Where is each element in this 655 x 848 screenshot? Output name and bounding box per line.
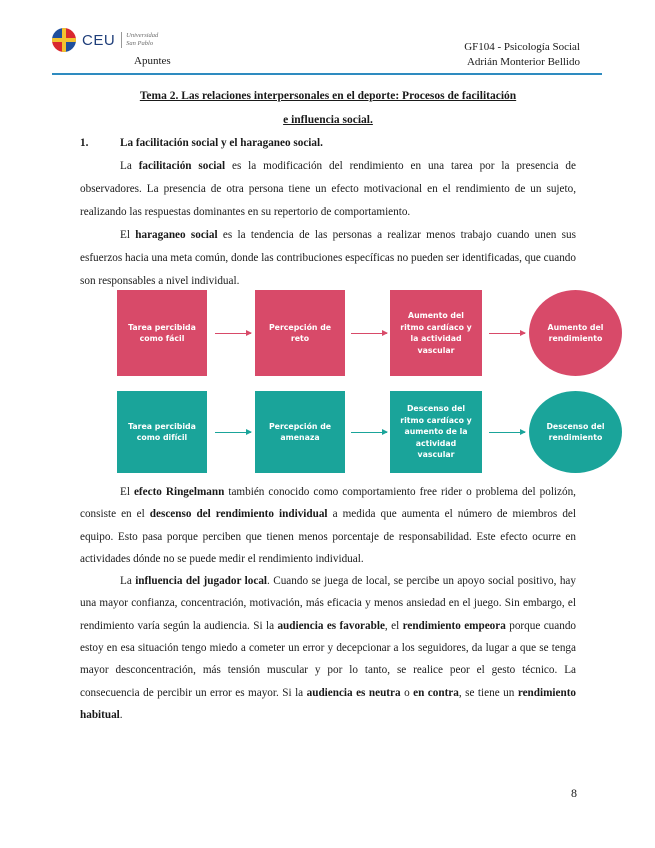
p4-bold5: en contra [413, 686, 459, 699]
p4-bold1: influencia del jugador local [135, 575, 268, 588]
title-line1: Tema 2. Las relaciones interpersonales en el deporte: Procesos de facilitación [139, 90, 517, 102]
p3-bold2: descenso del rendimiento individual [149, 508, 328, 521]
page-number: 8 [571, 786, 577, 800]
p4-bold6: rendimiento habitual [80, 686, 577, 721]
logo-name: CEU [82, 31, 116, 49]
arrow-right-icon [351, 432, 387, 433]
p4-end: . [119, 708, 123, 721]
p3-mid1: también conocido como comportamiento free rider o problema del polizón, consiste en el [80, 486, 576, 521]
document-body-top [80, 84, 576, 293]
p4-mid5: , se tiene un [458, 686, 518, 699]
title-line2: e influencia social. [283, 114, 373, 126]
p4-mid1: . Cuando se juega de local, se percibe un apoyo social positivo, hay una mayor confianza, concentración, motivación, más eficacia y menos ansiedad en el juego. Sin embargo, el rendimiento varía según la audiencia. Si la [80, 575, 576, 632]
box-tarea-facil: Tarea percibida como fácil [117, 290, 207, 376]
p3-rest: a medida que aumenta el número de miembros del equipo. Esto pasa porque perciben que tienen menos porcentaje de responsabilidad. Este efecto ocurre en actividades dónde no se puede medir el rendimiento individual. [80, 508, 576, 565]
paragraph-facilitacion [80, 155, 576, 224]
box-percepcion-reto: Percepción de reto [255, 290, 345, 376]
p4-bold4: audiencia es neutra [306, 686, 401, 699]
arrow-right-icon [489, 333, 525, 334]
paragraph-jugador-local [80, 570, 576, 726]
author-name: Adrián Monterior Bellido [466, 56, 580, 68]
p1-rest: es la modificación del rendimiento en una tarea por la presencia de observadores. La presencia de otra persona tiene un efecto motivacional en el rendimiento de un sujeto, realizando las respuestas dominantes en su repertorio de comportamiento. [80, 160, 576, 218]
university-logo [52, 28, 158, 52]
p2-start: El [120, 229, 136, 241]
page-title [80, 84, 576, 132]
box-tarea-dificil: Tarea percibida como difícil [117, 391, 207, 473]
p1-bold: facilitación social [138, 160, 226, 172]
p4-mid3: porque cuando estoy en esa situación tengo miedo a cometer un error y decepcionar a los seguidores, da lugar a que se tenga mayor desconcentración, más tensión muscular y por lo tanto, se realice peor el gesto técnico. La consecuencia de percibir un error es mayor. Si la [80, 619, 577, 699]
circle-aumento-rendimiento: Aumento del rendimiento [529, 290, 622, 376]
logo-sub-line2: San Pablo [126, 40, 154, 47]
flow-diagram [117, 290, 605, 470]
page-header [0, 0, 655, 80]
p4-start: La [120, 575, 136, 588]
section-heading [80, 132, 576, 155]
paragraph-ringelmann [80, 481, 576, 570]
arrow-right-icon [489, 432, 525, 433]
document-body-bottom [80, 481, 576, 726]
arrow-right-icon [215, 432, 251, 433]
box-percepcion-amenaza: Percepción de amenaza [255, 391, 345, 473]
p1-start: La [120, 160, 139, 172]
arrow-right-icon [215, 333, 251, 334]
paragraph-haraganeo [80, 224, 576, 293]
ceu-emblem-icon [52, 28, 76, 52]
p4-mid4: o [400, 686, 414, 699]
p4-mid2: , el [384, 619, 403, 632]
arrow-right-icon [351, 333, 387, 334]
p3-bold1: efecto Ringelmann [133, 486, 225, 498]
section-label: Apuntes [134, 55, 171, 67]
p3-start: El [120, 486, 134, 498]
p4-bold2: audiencia es favorable [277, 619, 385, 632]
course-code: GF104 - Psicología Social [464, 41, 580, 53]
p2-bold: haraganeo social [135, 229, 218, 241]
section-heading-text: La facilitación social y el haraganeo social. [120, 137, 323, 149]
course-info [464, 40, 580, 70]
section-number: 1. [80, 137, 89, 149]
header-divider [52, 73, 602, 75]
box-aumento-ritmo: Aumento del ritmo cardíaco y la actividad vascular [390, 290, 482, 376]
p4-bold3: rendimiento empeora [402, 619, 506, 632]
logo-sub-line1: Universidad [126, 32, 159, 39]
box-descenso-ritmo: Descenso del ritmo cardíaco y aumento de la actividad vascular [390, 391, 482, 473]
logo-subtitle [121, 32, 158, 48]
circle-descenso-rendimiento: Descenso del rendimiento [529, 391, 622, 473]
p2-rest: es la tendencia de las personas a realizar menos trabajo cuando unen sus esfuerzos hacia una meta común, donde las contribuciones específicas no pueden ser identificadas, que cuando son responsables a nivel individual. [80, 229, 576, 287]
